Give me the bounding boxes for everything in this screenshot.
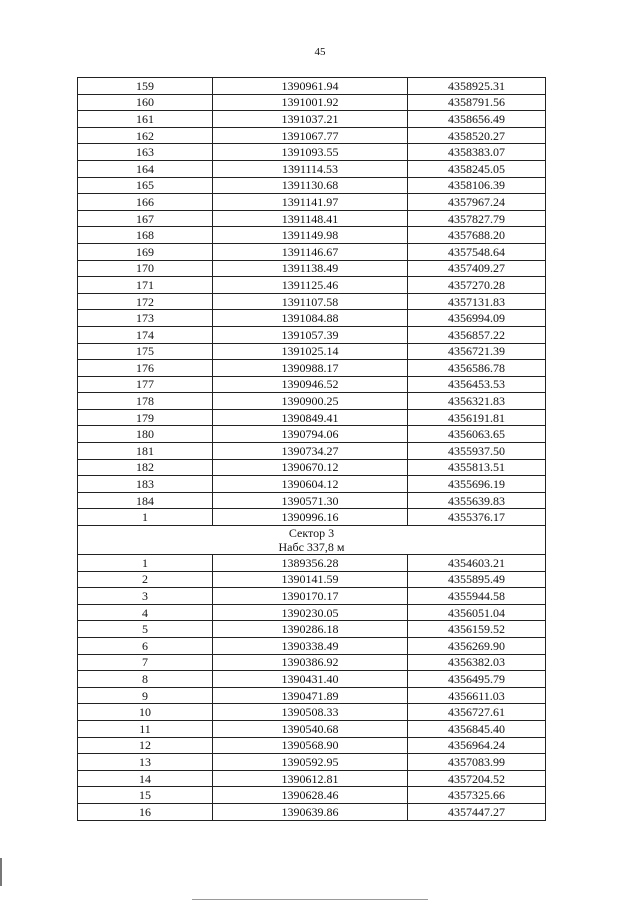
section-subtitle: Набс 337,8 м [278, 540, 345, 555]
y-coordinate-cell: 4355937.50 [408, 443, 546, 460]
table-row [78, 177, 546, 194]
point-number-cell: 173 [78, 310, 213, 327]
point-number-cell: 168 [78, 227, 213, 244]
table-row [78, 720, 546, 737]
y-coordinate-cell: 4356857.22 [408, 326, 546, 343]
x-coordinate-cell: 1391146.67 [213, 243, 408, 260]
y-coordinate-cell: 4356063.65 [408, 426, 546, 443]
x-coordinate-cell: 1390540.68 [213, 720, 408, 737]
x-coordinate-cell: 1390961.94 [213, 78, 408, 95]
y-coordinate-cell: 4357688.20 [408, 227, 546, 244]
table-row [78, 754, 546, 771]
point-number-cell: 162 [78, 127, 213, 144]
x-coordinate-cell: 1391138.49 [213, 260, 408, 277]
point-number-cell: 13 [78, 754, 213, 771]
y-coordinate-cell: 4356453.53 [408, 376, 546, 393]
table-row [78, 770, 546, 787]
point-number-cell: 12 [78, 737, 213, 754]
point-number-cell: 6 [78, 638, 213, 655]
x-coordinate-cell: 1391093.55 [213, 144, 408, 161]
point-number-cell: 5 [78, 621, 213, 638]
point-number-cell: 1 [78, 555, 213, 572]
coordinates-table [77, 77, 546, 821]
y-coordinate-cell: 4355944.58 [408, 588, 546, 605]
table-row [78, 459, 546, 476]
y-coordinate-cell: 4354603.21 [408, 555, 546, 572]
section-header-cell [78, 526, 546, 555]
table-row [78, 243, 546, 260]
point-number-cell: 9 [78, 687, 213, 704]
table-row [78, 638, 546, 655]
x-coordinate-cell: 1390794.06 [213, 426, 408, 443]
y-coordinate-cell: 4356159.52 [408, 621, 546, 638]
point-number-cell: 1 [78, 509, 213, 526]
x-coordinate-cell: 1390508.33 [213, 704, 408, 721]
page-number: 45 [314, 46, 326, 58]
x-coordinate-cell: 1391025.14 [213, 343, 408, 360]
point-number-cell: 174 [78, 326, 213, 343]
point-number-cell: 11 [78, 720, 213, 737]
y-coordinate-cell: 4356964.24 [408, 737, 546, 754]
y-coordinate-cell: 4356321.83 [408, 393, 546, 410]
y-coordinate-cell: 4357967.24 [408, 194, 546, 211]
x-coordinate-cell: 1390604.12 [213, 476, 408, 493]
table-row [78, 443, 546, 460]
y-coordinate-cell: 4357325.66 [408, 787, 546, 804]
x-coordinate-cell: 1391148.41 [213, 210, 408, 227]
point-number-cell: 178 [78, 393, 213, 410]
point-number-cell: 4 [78, 604, 213, 621]
y-coordinate-cell: 4357827.79 [408, 210, 546, 227]
table-row [78, 555, 546, 572]
x-coordinate-cell: 1390471.89 [213, 687, 408, 704]
table-row [78, 654, 546, 671]
x-coordinate-cell: 1390900.25 [213, 393, 408, 410]
table-row [78, 687, 546, 704]
x-coordinate-cell: 1391149.98 [213, 227, 408, 244]
point-number-cell: 7 [78, 654, 213, 671]
y-coordinate-cell: 4358106.39 [408, 177, 546, 194]
point-number-cell: 159 [78, 78, 213, 95]
table-body-after-section [78, 555, 546, 821]
x-coordinate-cell: 1390141.59 [213, 571, 408, 588]
table-row [78, 144, 546, 161]
x-coordinate-cell: 1391084.88 [213, 310, 408, 327]
point-number-cell: 160 [78, 94, 213, 111]
table-row [78, 737, 546, 754]
table-body-before-section [78, 78, 546, 526]
x-coordinate-cell: 1391001.92 [213, 94, 408, 111]
table-row [78, 78, 546, 95]
y-coordinate-cell: 4355813.51 [408, 459, 546, 476]
y-coordinate-cell: 4355696.19 [408, 476, 546, 493]
table-row [78, 260, 546, 277]
table-row [78, 94, 546, 111]
point-number-cell: 10 [78, 704, 213, 721]
x-coordinate-cell: 1390338.49 [213, 638, 408, 655]
x-coordinate-cell: 1390568.90 [213, 737, 408, 754]
table-row [78, 376, 546, 393]
table-row [78, 360, 546, 377]
point-number-cell: 164 [78, 160, 213, 177]
x-coordinate-cell: 1391125.46 [213, 277, 408, 294]
section-title: Сектор 3 [288, 526, 335, 541]
y-coordinate-cell: 4356721.39 [408, 343, 546, 360]
x-coordinate-cell: 1390946.52 [213, 376, 408, 393]
table-row [78, 343, 546, 360]
x-coordinate-cell: 1390628.46 [213, 787, 408, 804]
y-coordinate-cell: 4357131.83 [408, 293, 546, 310]
y-coordinate-cell: 4356051.04 [408, 604, 546, 621]
table-row [78, 492, 546, 509]
y-coordinate-cell: 4356586.78 [408, 360, 546, 377]
x-coordinate-cell: 1390849.41 [213, 409, 408, 426]
table-row [78, 111, 546, 128]
y-coordinate-cell: 4358656.49 [408, 111, 546, 128]
point-number-cell: 180 [78, 426, 213, 443]
point-number-cell: 181 [78, 443, 213, 460]
table-row [78, 588, 546, 605]
x-coordinate-cell: 1389356.28 [213, 555, 408, 572]
point-number-cell: 15 [78, 787, 213, 804]
coordinates-table-container [77, 77, 545, 821]
y-coordinate-cell: 4356191.81 [408, 409, 546, 426]
point-number-cell: 176 [78, 360, 213, 377]
table-row [78, 476, 546, 493]
point-number-cell: 169 [78, 243, 213, 260]
point-number-cell: 161 [78, 111, 213, 128]
x-coordinate-cell: 1391057.39 [213, 326, 408, 343]
table-row [78, 227, 546, 244]
table-row [78, 277, 546, 294]
point-number-cell: 172 [78, 293, 213, 310]
y-coordinate-cell: 4357270.28 [408, 277, 546, 294]
y-coordinate-cell: 4355895.49 [408, 571, 546, 588]
point-number-cell: 183 [78, 476, 213, 493]
point-number-cell: 8 [78, 671, 213, 688]
section-header-group [78, 526, 546, 555]
y-coordinate-cell: 4358520.27 [408, 127, 546, 144]
x-coordinate-cell: 1391130.68 [213, 177, 408, 194]
x-coordinate-cell: 1391141.97 [213, 194, 408, 211]
point-number-cell: 3 [78, 588, 213, 605]
table-row [78, 310, 546, 327]
table-row [78, 160, 546, 177]
x-coordinate-cell: 1390431.40 [213, 671, 408, 688]
point-number-cell: 166 [78, 194, 213, 211]
y-coordinate-cell: 4358925.31 [408, 78, 546, 95]
y-coordinate-cell: 4355639.83 [408, 492, 546, 509]
y-coordinate-cell: 4358791.56 [408, 94, 546, 111]
scan-edge-line [192, 899, 428, 900]
y-coordinate-cell: 4356495.79 [408, 671, 546, 688]
y-coordinate-cell: 4357447.27 [408, 803, 546, 820]
table-row [78, 127, 546, 144]
section-header-row [78, 526, 546, 555]
x-coordinate-cell: 1390170.17 [213, 588, 408, 605]
table-row [78, 509, 546, 526]
point-number-cell: 184 [78, 492, 213, 509]
point-number-cell: 167 [78, 210, 213, 227]
table-row [78, 803, 546, 820]
table-row [78, 194, 546, 211]
x-coordinate-cell: 1390639.86 [213, 803, 408, 820]
y-coordinate-cell: 4356269.90 [408, 638, 546, 655]
x-coordinate-cell: 1390734.27 [213, 443, 408, 460]
y-coordinate-cell: 4357548.64 [408, 243, 546, 260]
table-row [78, 787, 546, 804]
y-coordinate-cell: 4356382.03 [408, 654, 546, 671]
point-number-cell: 165 [78, 177, 213, 194]
y-coordinate-cell: 4357409.27 [408, 260, 546, 277]
x-coordinate-cell: 1390571.30 [213, 492, 408, 509]
y-coordinate-cell: 4356994.09 [408, 310, 546, 327]
point-number-cell: 171 [78, 277, 213, 294]
y-coordinate-cell: 4357204.52 [408, 770, 546, 787]
x-coordinate-cell: 1391107.58 [213, 293, 408, 310]
table-row [78, 604, 546, 621]
x-coordinate-cell: 1390996.16 [213, 509, 408, 526]
y-coordinate-cell: 4358383.07 [408, 144, 546, 161]
table-row [78, 293, 546, 310]
table-row [78, 326, 546, 343]
point-number-cell: 170 [78, 260, 213, 277]
point-number-cell: 163 [78, 144, 213, 161]
point-number-cell: 16 [78, 803, 213, 820]
x-coordinate-cell: 1390286.18 [213, 621, 408, 638]
table-row [78, 621, 546, 638]
x-coordinate-cell: 1390386.92 [213, 654, 408, 671]
x-coordinate-cell: 1390988.17 [213, 360, 408, 377]
table-row [78, 210, 546, 227]
scan-edge-tick [0, 858, 2, 886]
x-coordinate-cell: 1390230.05 [213, 604, 408, 621]
x-coordinate-cell: 1390670.12 [213, 459, 408, 476]
point-number-cell: 14 [78, 770, 213, 787]
point-number-cell: 179 [78, 409, 213, 426]
y-coordinate-cell: 4356845.40 [408, 720, 546, 737]
x-coordinate-cell: 1391037.21 [213, 111, 408, 128]
x-coordinate-cell: 1390592.95 [213, 754, 408, 771]
point-number-cell: 2 [78, 571, 213, 588]
x-coordinate-cell: 1391114.53 [213, 160, 408, 177]
table-row [78, 426, 546, 443]
y-coordinate-cell: 4357083.99 [408, 754, 546, 771]
y-coordinate-cell: 4356727.61 [408, 704, 546, 721]
point-number-cell: 175 [78, 343, 213, 360]
table-row [78, 571, 546, 588]
x-coordinate-cell: 1391067.77 [213, 127, 408, 144]
table-row [78, 704, 546, 721]
table-row [78, 393, 546, 410]
table-row [78, 409, 546, 426]
table-row [78, 671, 546, 688]
point-number-cell: 177 [78, 376, 213, 393]
point-number-cell: 182 [78, 459, 213, 476]
x-coordinate-cell: 1390612.81 [213, 770, 408, 787]
y-coordinate-cell: 4355376.17 [408, 509, 546, 526]
y-coordinate-cell: 4358245.05 [408, 160, 546, 177]
y-coordinate-cell: 4356611.03 [408, 687, 546, 704]
